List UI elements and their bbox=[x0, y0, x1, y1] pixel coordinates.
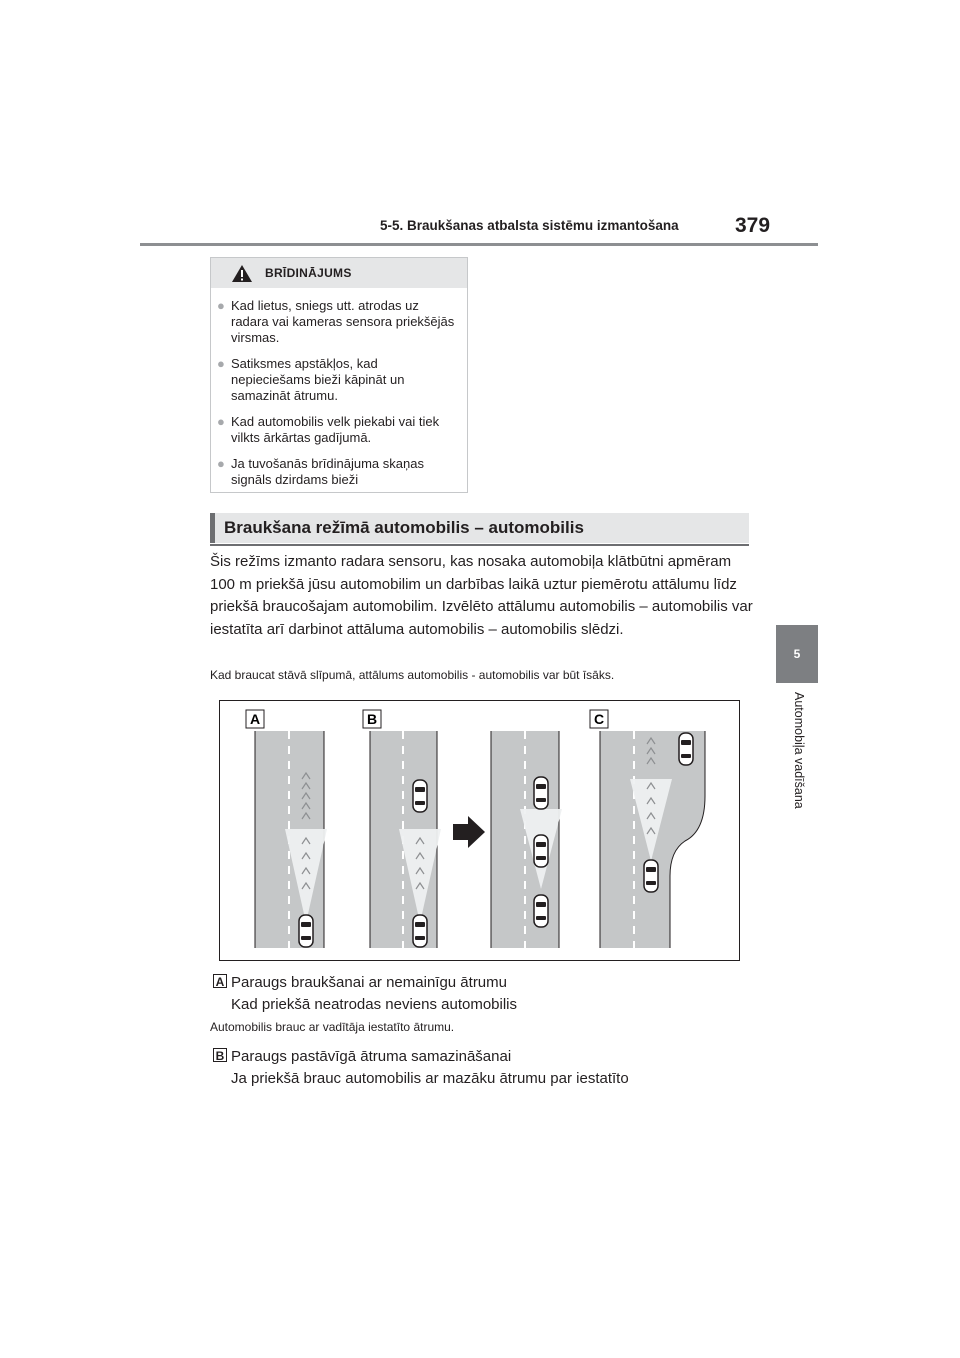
warning-item: ● Kad lietus, sniegs utt. atrodas uz radara vai kameras sensora priekšējās virsmas. bbox=[217, 298, 455, 345]
chapter-label: Automobiļa vadīšana bbox=[792, 692, 806, 809]
item-badge: B bbox=[213, 1048, 227, 1062]
chapter-number: 5 bbox=[793, 647, 801, 661]
item-title: Paraugs pastāvīgā ātruma samazināšanai bbox=[231, 1048, 512, 1065]
section-note: Kad braucat stāvā slīpumā, attālums automobilis - automobilis var būt īsāks. bbox=[210, 668, 615, 682]
lane-diagram bbox=[220, 701, 739, 960]
warning-triangle-icon bbox=[231, 264, 253, 283]
bullet-icon: ● bbox=[217, 298, 225, 313]
svg-text:A: A bbox=[249, 711, 261, 727]
bullet-icon: ● bbox=[217, 414, 225, 429]
figure-label-c bbox=[590, 710, 608, 728]
item-note: Automobilis brauc ar vadītāja iestatīto ātrumu. bbox=[210, 1020, 455, 1034]
svg-text:C: C bbox=[593, 711, 605, 727]
warning-title: BRĪDINĀJUMS bbox=[265, 266, 352, 280]
section-rule bbox=[210, 544, 749, 546]
chapter-tab bbox=[776, 625, 818, 683]
warning-item: ● Kad automobilis velk piekabi vai tiek vilkts ārkārtas gadījumā. bbox=[217, 414, 440, 445]
svg-text:B: B bbox=[366, 711, 378, 727]
warning-header bbox=[211, 258, 467, 288]
road-a bbox=[255, 731, 327, 948]
road-b-slowdown bbox=[491, 731, 562, 948]
section-paragraph: Šis režīms izmanto radara sensoru, kas nosaka automobiļa klātbūtni apmēram 100 m priekšā jūsu automobilim un darbības laikā uztur piemērotu attālumu līdz priekšā braucošajam automobilim. Izvēlēto attālumu automobilis – automobilis var iestatīta arī darbinot attāluma automobilis – automobilis slēdzi. bbox=[210, 553, 753, 638]
transition-arrow-icon bbox=[453, 816, 485, 848]
warning-item: ● Ja tuvošanās brīdinājuma skaņas signāls dzirdams bieži bbox=[217, 456, 424, 487]
item-subtitle: Ja priekšā brauc automobilis ar mazāku ātrumu par iestatīto bbox=[231, 1070, 629, 1087]
road-b bbox=[370, 731, 441, 948]
figure-label-b bbox=[363, 710, 381, 728]
item-b bbox=[213, 1046, 629, 1090]
item-subtitle: Kad priekšā neatrodas neviens automobilis bbox=[231, 996, 518, 1013]
illustration-figure bbox=[219, 700, 740, 961]
road-c bbox=[600, 731, 705, 948]
header-rule bbox=[140, 243, 818, 246]
page-number: 379 bbox=[735, 214, 771, 237]
warning-item: ● Satiksmes apstākļos, kad nepieciešams bieži kāpināt un samazināt ātrumu. bbox=[217, 356, 405, 403]
figure-label-a bbox=[246, 710, 264, 728]
item-title: Paraugs braukšanai ar nemainīgu ātrumu bbox=[231, 974, 507, 991]
item-a bbox=[213, 972, 517, 1016]
bullet-icon: ● bbox=[217, 456, 225, 471]
running-header: 5-5. Braukšanas atbalsta sistēmu izmantošana bbox=[380, 218, 679, 233]
item-badge: A bbox=[213, 974, 227, 988]
section-heading: Braukšana režīmā automobilis – automobilis bbox=[210, 513, 749, 543]
bullet-icon: ● bbox=[217, 356, 225, 371]
warning-box bbox=[210, 257, 468, 493]
